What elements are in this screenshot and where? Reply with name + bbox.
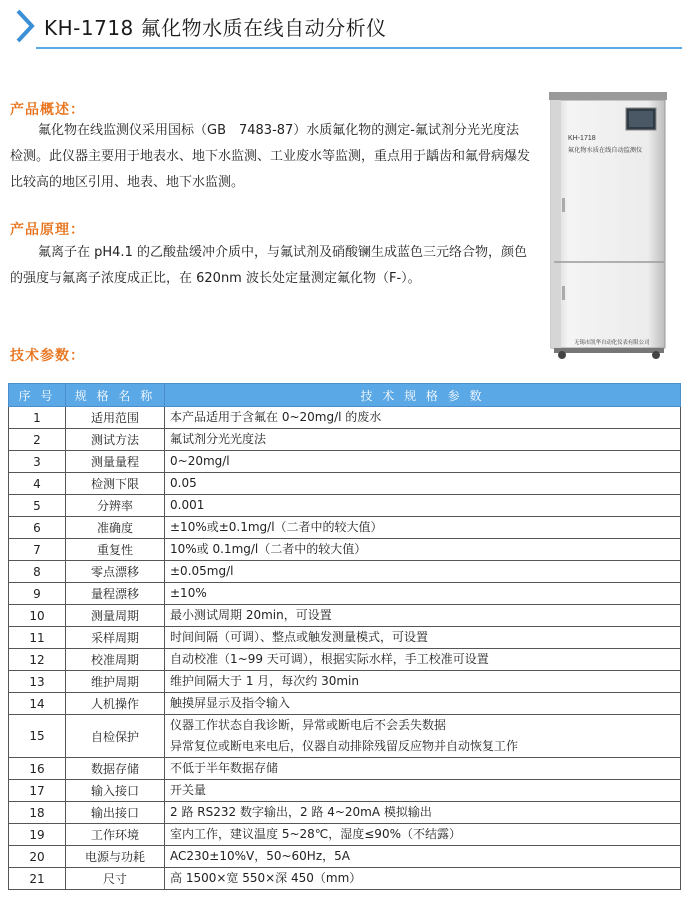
header-divider [36,47,682,49]
row-name: 重复性 [66,539,165,561]
row-value: 0~20mg/l [165,451,681,473]
row-no: 16 [9,758,66,780]
row-no: 20 [9,846,66,868]
overview-text: 氟化物在线监测仪采用国标（GB 7483-87）水质氟化物的测定-氟试剂分光光度法检测。此仪器主要用于地表水、地下水监测、工业废水等监测，重点用于龋齿和氟骨病爆发比较高的地区引用、地表、地下水监测。 [10,123,531,190]
row-value: AC230±10%V，50~60Hz，5A [165,846,681,868]
table-row [9,802,681,824]
row-value: 10%或 0.1mg/l（二者中的较大值） [165,539,681,561]
row-no: 7 [9,539,66,561]
table-row [9,429,681,451]
row-no: 6 [9,517,66,539]
table-row [9,824,681,846]
row-name: 输出接口 [66,802,165,824]
row-value: 维护间隔大于 1 月，每次约 30min [165,671,681,693]
page-header [0,0,700,52]
row-value-line: 仪器工作状态自我诊断，异常或断电后不会丢失数据 [170,718,447,732]
row-value: 2 路 RS232 数字输出，2 路 4~20mA 模拟输出 [165,802,681,824]
row-no: 1 [9,407,66,429]
row-no: 11 [9,627,66,649]
spec-table-header [9,384,681,407]
row-value: 室内工作，建议温度 5~28℃，湿度≤90%（不结露） [165,824,681,846]
row-no: 2 [9,429,66,451]
device-model-label: KH-1718 [568,135,596,142]
row-no: 19 [9,824,66,846]
principle-text: 氟离子在 pH4.1 的乙酸盐缓冲介质中，与氟试剂及硝酸镧生成蓝色三元络合物，颜色的强度与氟离子浓度成正比，在 620nm 波长处定量测定氟化物（F-）。 [10,245,527,286]
table-row [9,780,681,802]
row-value: ±10%或±0.1mg/l（二者中的较大值） [165,517,681,539]
row-name: 数据存储 [66,758,165,780]
chevron-right-icon [12,8,40,44]
row-name: 零点漂移 [66,561,165,583]
row-no: 13 [9,671,66,693]
row-value: 触摸屏显示及指令输入 [165,693,681,715]
row-name: 检测下限 [66,473,165,495]
row-name: 测量量程 [66,451,165,473]
row-no: 21 [9,868,66,890]
table-row [9,451,681,473]
analyzer-cabinet-image [546,90,671,360]
page-title: KH-1718 氟化物水质在线自动分析仪 [44,16,387,40]
table-row [9,649,681,671]
row-value: 氟试剂分光光度法 [165,429,681,451]
table-row [9,758,681,780]
principle-heading: 产品原理： [10,222,85,238]
row-name: 电源与功耗 [66,846,165,868]
row-no: 8 [9,561,66,583]
row-value: 高 1500×宽 550×深 450（mm） [165,868,681,890]
row-name: 维护周期 [66,671,165,693]
row-no: 3 [9,451,66,473]
table-row [9,539,681,561]
row-name: 输入接口 [66,780,165,802]
row-value: 时间间隔（可调）、整点或触发测量模式，可设置 [165,627,681,649]
table-row [9,627,681,649]
row-no: 4 [9,473,66,495]
row-no: 15 [9,715,66,758]
row-no: 9 [9,583,66,605]
col-header-value: 技 术 规 格 参 数 [165,384,681,407]
row-name: 采样周期 [66,627,165,649]
table-row [9,517,681,539]
table-row [9,583,681,605]
table-row [9,473,681,495]
row-name: 分辨率 [66,495,165,517]
device-name-label: 氟化物水质在线自动监测仪 [568,147,643,154]
row-name: 准确度 [66,517,165,539]
spec-table [8,383,681,890]
table-row [9,671,681,693]
table-row [9,693,681,715]
row-no: 14 [9,693,66,715]
row-name: 量程漂移 [66,583,165,605]
overview-heading: 产品概述： [10,102,85,118]
spec-heading: 技术参数： [10,348,85,364]
row-no: 5 [9,495,66,517]
row-value: 不低于半年数据存储 [165,758,681,780]
row-no: 12 [9,649,66,671]
row-value: 最小测试周期 20min，可设置 [165,605,681,627]
row-value: 开关量 [165,780,681,802]
table-row [9,561,681,583]
table-row [9,605,681,627]
table-row [9,846,681,868]
row-value: ±0.05mg/l [165,561,681,583]
table-row [9,495,681,517]
row-value-line: 异常复位或断电来电后，仪器自动排除残留反应物并自动恢复工作 [170,739,519,753]
row-name: 自检保护 [66,715,165,758]
table-row [9,715,681,758]
row-name: 测试方法 [66,429,165,451]
row-name: 工作环境 [66,824,165,846]
row-name: 测量周期 [66,605,165,627]
row-value: 自动校准（1~99 天可调），根据实际水样，手工校准可设置 [165,649,681,671]
table-row [9,407,681,429]
row-value: 本产品适用于含氟在 0~20mg/l 的废水 [165,407,681,429]
row-name: 尺寸 [66,868,165,890]
device-maker-label: 无锡市凯华自动化仪表有限公司 [574,340,650,346]
row-name: 人机操作 [66,693,165,715]
col-header-no: 序 号 [9,384,66,407]
row-no: 17 [9,780,66,802]
row-value: 0.05 [165,473,681,495]
col-header-name: 规 格 名 称 [66,384,165,407]
row-value: 0.001 [165,495,681,517]
table-row [9,868,681,890]
row-no: 10 [9,605,66,627]
row-no: 18 [9,802,66,824]
row-value [165,715,681,758]
row-name: 校准周期 [66,649,165,671]
row-name: 适用范围 [66,407,165,429]
row-value: ±10% [165,583,681,605]
